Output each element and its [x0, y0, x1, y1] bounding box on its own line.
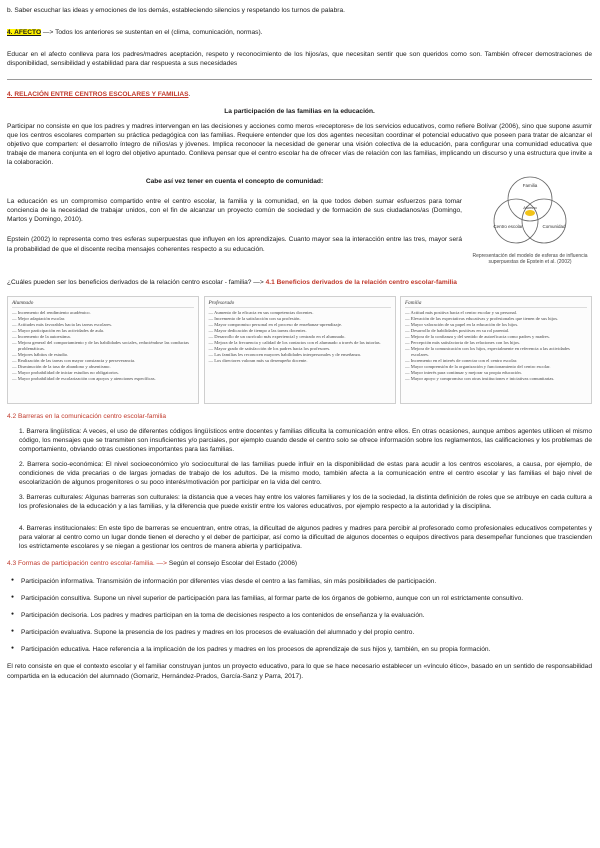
table-item: — Realización de las tareas con mayor constancia y perseverancia.	[12, 358, 194, 364]
epstein-paragraph: Epstein (2002) lo representa como tres esferas superpuestas que influyen en los aprendizajes. Cuanto mayor sea la interacción entre las tres, mayor será la probabilidad de que el discente reciba mensajes coherentes respecto a su educación.	[7, 236, 462, 253]
table-item: — Mayor apoyo y compromiso con otras instituciones e iniciativas comunitarias.	[405, 376, 587, 382]
table-item: — Mayor compromiso personal en el proceso de enseñanza-aprendizaje.	[209, 322, 391, 328]
item-b: b. Saber escuchar las ideas y emociones de los demás, estableciendo silencios y respetando los turnos de palabra.	[7, 7, 345, 14]
table-item: — Percepción más satisfactoria de las relaciones con los hijos.	[405, 340, 587, 346]
table-familia	[400, 296, 592, 404]
participation-form-item: ● Participación decisoria. Los padres y madres participan en la toma de decisiones respecto a los contenidos de enseñanza y la evaluación.	[7, 611, 592, 620]
table-item: — Mayor probabilidad de iniciar estudios no obligatorios.	[12, 370, 194, 376]
divider	[7, 79, 592, 80]
section4-heading-dot: .	[188, 91, 191, 99]
afecto-label: 4. AFECTO	[7, 29, 42, 37]
closing-paragraph: El reto consiste en que el contexto escolar y el familiar construyan juntos un proyecto educativo, para lo que se hace necesario establecer un «vínculo ético», basado en un sentido de responsabilidad compartida en la educación del alumnado (Gomariz, Hernández-Prados, García-Sanz y Parra, 2017).	[7, 663, 592, 680]
table-item: — Elevación de las expectativas educativas y profesionales que tienen de sus hijos.	[405, 316, 587, 322]
venn-diagram	[468, 173, 592, 249]
table-item: — Mayor dedicación de tiempo a las tareas docentes.	[209, 328, 391, 334]
table-item: — Mejora de la frecuencia y calidad de los contactos con el alumnado a través de las tutorías.	[209, 340, 391, 346]
community-title: Cabe así vez tener en cuenta el concepto de comunidad:	[145, 178, 324, 186]
section4-heading: 4. RELACIÓN ENTRE CENTROS ESCOLARES Y FAMILIAS	[7, 91, 189, 99]
table-item: — Mejores hábitos de estudio.	[12, 352, 194, 358]
venn-center-student	[525, 210, 535, 216]
community-text	[7, 173, 462, 266]
participation-form-item: ● Participación consultiva. Supone un nivel superior de participación para las familias, al formar parte de los órganos de gobierno, aunque con un rol estrictamente consultivo.	[7, 594, 592, 603]
afecto-line	[7, 28, 592, 37]
participation-form-item: ● Participación educativa. Hace referencia a la implicación de los padres y madres en los procesos de aprendizaje de sus hijos y, también, en su propia formación.	[7, 645, 592, 654]
benefits-tables	[7, 296, 592, 404]
benefits-link[interactable]: 4.1 Beneficios derivados de la relación centro escolar-familia	[265, 278, 457, 286]
section42-heading: 4.2 Barreras en la comunicación centro escolar-familia	[7, 412, 167, 420]
table-title: Profesorado	[209, 300, 391, 309]
venn-label-student: Alumno	[523, 205, 537, 211]
table-item: — Mayor grado de satisfacción de los padres hacia los profesores.	[209, 346, 391, 352]
barrier-item: 1. Barrera lingüística: A veces, el uso de diferentes códigos lingüísticos entre docentes y familias dificulta la comunicación entre ellos. En otras ocasiones, aunque ambos agentes utilicen el mismo código, los mensajes que se transmiten son insuficientes y/o parciales, por ejemplo cuando desde el centro solo se ofrece información sobre los reglamentos, las calificaciones y los problemas de comportamiento, obviando otras cuestiones importantes para las familias.	[19, 427, 592, 453]
venn-label-community: Comunidad	[542, 224, 566, 230]
section43-heading: 4.3 Formas de participación centro escolar-familia. —>	[7, 559, 167, 567]
community-paragraph: La educación es un compromiso compartido entre el centro escolar, la familia y la comunidad, en la que todos deben sumar esfuerzos para tomar conciencia de la necesidad de trabajar unidos, con el fin de alcanzar un proyecto común de sociedad y de formación de sus ciudadanos/as (Domingo, Martos y Domingo, 2010).	[7, 198, 462, 224]
participation-form-item: ● Participación informativa. Transmisión de información por diferentes vías desde el centro a las familias, sin más posibilidades de participación.	[7, 577, 592, 586]
table-item: — Mayor comprensión de la organización y funcionamiento del centro escolar.	[405, 364, 587, 370]
afecto-rest: —> Todos los anteriores se sustentan en el (clima, comunicación, normas).	[42, 29, 263, 37]
section4-subtitle: La participación de las familias en la educación.	[224, 108, 375, 116]
table-item: — Mejora general del comportamiento y de las habilidades sociales, reduciéndose las conductas problemáticas.	[12, 340, 194, 352]
table-item: — Aumento de la eficacia en sus competencias docentes.	[209, 310, 391, 316]
benefits-question: ¿Cuáles pueden ser los beneficios derivados de la relación centro escolar - familia? —>	[7, 278, 264, 286]
section4-heading-line	[7, 90, 592, 99]
table-item: — Mayor interés para continuar y mejorar su propia educación.	[405, 370, 587, 376]
section43-heading-line	[7, 559, 592, 568]
table-item: — Disminución de la tasa de abandono y absentismo.	[12, 364, 194, 370]
table-item: — Incremento en el interés de conectar con el centro escolar.	[405, 358, 587, 364]
table-item: — Incremento de la satisfacción con su profesión.	[209, 316, 391, 322]
table-item: — Mayor participación en las actividades de aula.	[12, 328, 194, 334]
barriers-list	[7, 427, 592, 551]
table-profesorado	[204, 296, 396, 404]
table-alumnado	[7, 296, 199, 404]
section43-heading-rest: Según el consejo Escolar del Estado (2006)	[168, 559, 298, 567]
table-item: — Desarrollo de habilidades positivas en su rol parental.	[405, 328, 587, 334]
table-item: — Mejora de la comunicación con los hijos, especialmente en referencia a las actividades escolares.	[405, 346, 587, 358]
table-item: — Desarrollo de un currículo más experiencial y centrado en el alumnado.	[209, 334, 391, 340]
table-title: Familia	[405, 300, 587, 309]
participation-form-item: ● Participación evaluativa. Supone la presencia de los padres y madres en los procesos de evaluación del alumnado y del propio centro.	[7, 628, 592, 637]
table-item: — Mayor valoración de su papel en la educación de los hijos.	[405, 322, 587, 328]
table-item: — Incremento de la autoestima.	[12, 334, 194, 340]
table-item: — Mejora de la confianza y del sentido de autoeficacia como padres y madres.	[405, 334, 587, 340]
barrier-item: 2. Barrera socio-económica: El nivel socioeconómico y/o sociocultural de las familias puede influir en la disponibilidad de estas para acudir a los centros escolares, a causa, por ejemplo, de condiciones de vida precarias o de largas jornadas de trabajo de los adultos. De la mismo modo, también afecta a la comunicación entre el centro escolar y las familias el bajo nivel de escolarización de algunos progenitores o su poco interés/motivación por participar en la vida del centro.	[19, 461, 592, 487]
table-item: — Mejor adaptación escolar.	[12, 316, 194, 322]
venn-label-family: Familia	[522, 183, 538, 189]
community-block	[7, 173, 592, 266]
venn-figure	[468, 173, 592, 266]
benefits-line	[7, 278, 592, 287]
table-title: Alumnado	[12, 300, 194, 309]
barrier-item: 3. Barreras culturales: Algunas barreras son culturales: la distancia que a veces hay entre los valores familiares y los de la sociedad, la distinta definición de roles que se atribuye en cada cultura a los profesionales de la educación y a las familias, y la diferencia que puede existir entre los valores educativos, por ejemplo respecto a la autoridad y la disciplina.	[19, 494, 592, 511]
table-item: — Los directores valoran más su desempeño docente.	[209, 358, 391, 364]
participation-paragraph: Participar no consiste en que los padres y madres intervengan en las decisiones y acciones como meros «receptores» de los servicios educativos, como refiere Bolívar (2006), sino que supone asumir que los centros escolares comparten su práctica pedagógica con las familias. Requiere entender que los dos agentes necesitan coordinar el potencial educativo que poseen para tratar de alcanzar el objetivo que comparten: el desarrollo íntegro de niños/as y jóvenes. Implica reconocer la necesidad de generar una visión colectiva de la educación, para configurar una comunidad educativa que trabaje de manera conjunta en el logro del objetivo apuntado. Conlleva pensar que el centro escolar ha de ofrecer vías de relación con las familias, implicando un discurso y una estructura que invite a la colaboración.	[7, 122, 592, 166]
table-item: — Actitud más positiva hacia el centro escolar y su personal.	[405, 310, 587, 316]
table-item: — Las familias les reconocen mayores habilidades interpersonales y de enseñanza.	[209, 352, 391, 358]
venn-label-school: Centro escolar	[493, 224, 523, 230]
barrier-item: 4. Barreras institucionales: En este tipo de barreras se encuentran, entre otras, la dificultad de algunos padres y madres para percibir al profesorado como profesionales educativos competentes y para valorar al centro como un lugar donde tienen el derecho y el deber de participar, así como la dificultad de algunos docentes o equipos directivos para desempeñar funciones que trascienden los estrictamente escolares y se niegan a gestionar los centros de manera abierta y participativa.	[19, 524, 592, 550]
participation-forms-list	[7, 577, 592, 654]
table-item: — Incremento del rendimiento académico.	[12, 310, 194, 316]
table-item: — Actitudes más favorables hacia las tareas escolares.	[12, 322, 194, 328]
table-item: — Mayor probabilidad de escolarización con apoyos y atenciones específicas.	[12, 376, 194, 382]
afecto-paragraph: Educar en el afecto conlleva para los padres/madres aceptación, respeto y reconocimiento de los hijos/as, que necesitan sentir que son queridos como son. También ofrecer demostraciones de disponibilidad, sensibilidad y estabilidad para dar respuesta a sus necesidades	[7, 51, 592, 68]
venn-caption: Representación del modelo de esferas de influencia superpuestas de Epstein et al. (2002)	[472, 253, 588, 266]
